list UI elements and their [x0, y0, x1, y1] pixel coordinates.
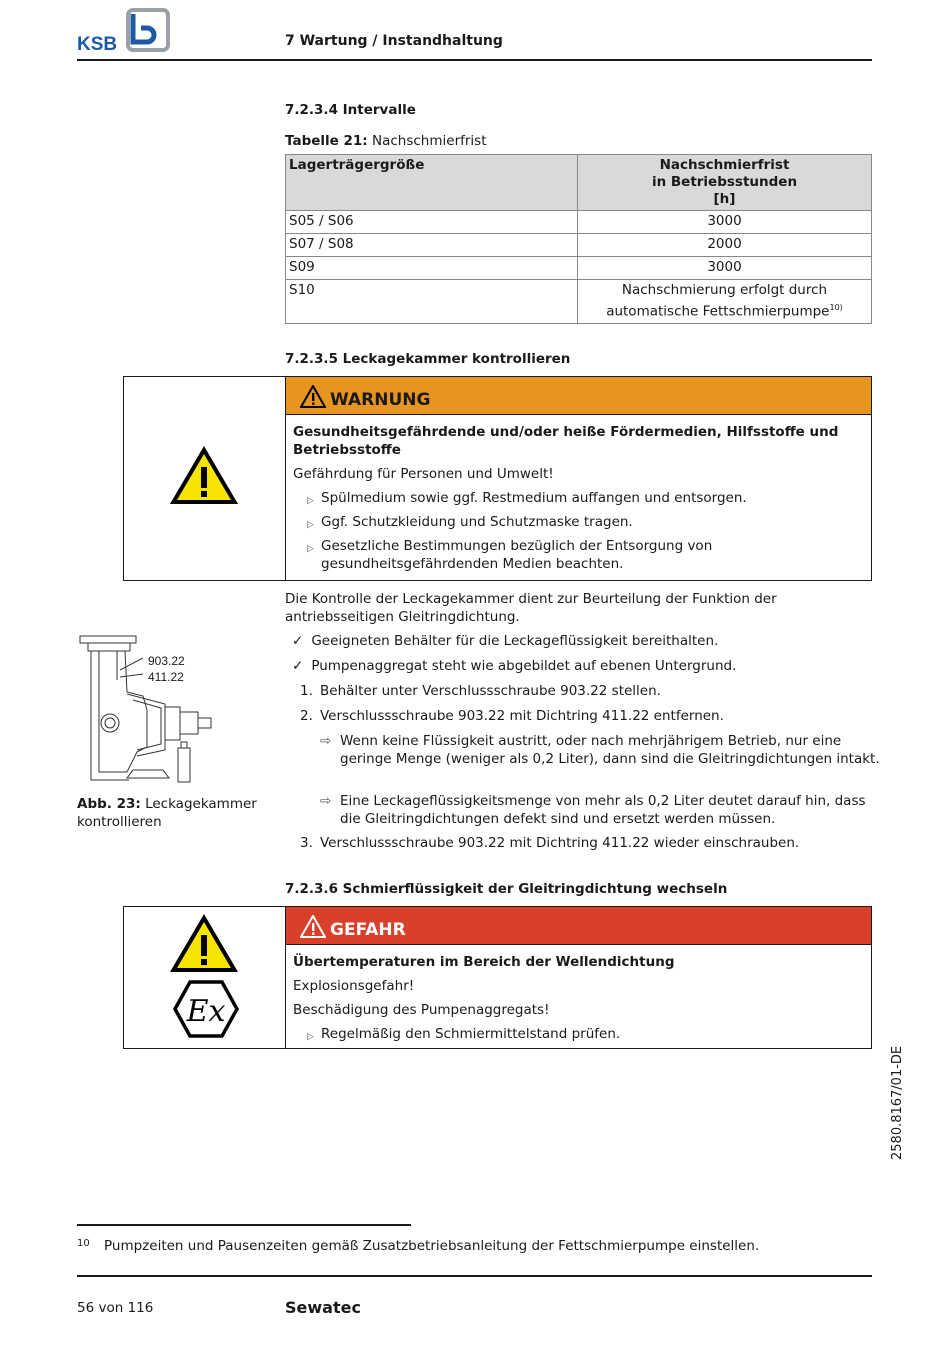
warning-action: ▷ Ggf. Schutzkleidung und Schutzmaske tragen.: [307, 514, 633, 530]
step-item: 3. Verschlussschraube 903.22 mit Dichtring 411.22 wieder einschrauben.: [300, 835, 800, 851]
ksb-logo: [77, 8, 175, 54]
result-item: ⇨ Eine Leckageflüssigkeitsmenge von mehr als 0,2 Liter deutet darauf hin, dass die Gleitringdichtungen defekt sind und ersetzt werden müssen.: [320, 793, 866, 827]
pump-drawing: [77, 632, 227, 787]
warning-signal-word: WARNUNG: [330, 390, 431, 410]
table-header-row: [286, 155, 872, 211]
danger-banner: [286, 907, 871, 945]
footnote-ref[interactable]: 10): [829, 303, 843, 312]
footer-rule: [77, 1275, 872, 1277]
result-arrow-icon: ⇨: [320, 733, 332, 749]
prerequisite-item: ✓ Geeigneten Behälter für die Leckageflüssigkeit bereithalten.: [292, 633, 719, 649]
check-icon: ✓: [292, 633, 304, 649]
warning-banner: [286, 377, 871, 415]
cell-size: S05 / S06: [286, 211, 578, 234]
step-item: 2. Verschlussschraube 903.22 mit Dichtring 411.22 entfernen.: [300, 708, 724, 724]
table-row: [286, 280, 872, 324]
figure-label-411-22: 411.22: [148, 670, 184, 684]
warning-small-icon: [300, 385, 326, 408]
warning-icon-column: [124, 377, 286, 580]
product-name: Sewatec: [285, 1298, 361, 1317]
warning-triangle-icon: [168, 443, 240, 507]
table-caption: [285, 133, 487, 149]
warning-content: [293, 423, 865, 579]
cell-value: 3000: [578, 211, 872, 234]
leakage-intro: Die Kontrolle der Leckagekammer dient zur Beurteilung der Funktion der antriebsseitigen Gleitringdichtung.: [285, 591, 777, 625]
relubrication-table: [285, 154, 872, 324]
warning-triangle-icon: [168, 911, 240, 975]
danger-action: ▷ Regelmäßig den Schmiermittelstand prüfen.: [307, 1026, 621, 1042]
table-caption-text: Nachschmierfrist: [372, 133, 487, 149]
figure-caption: Abb. 23: Leckagekammer kontrollieren: [77, 796, 257, 830]
col-header-size: Lagerträgergröße: [286, 155, 578, 211]
prerequisite-item: ✓ Pumpenaggregat steht wie abgebildet auf ebenen Untergrund.: [292, 658, 737, 674]
cell-value: 3000: [578, 257, 872, 280]
footnote-rule: [77, 1224, 411, 1226]
table-caption-label: Tabelle 21:: [285, 133, 368, 149]
page-number: 56 von 116: [77, 1300, 154, 1316]
svg-text:KSB: KSB: [77, 34, 118, 54]
danger-content: [293, 953, 865, 1049]
cell-size: S09: [286, 257, 578, 280]
cell-size: S10: [286, 280, 578, 324]
footnote-text: Pumpzeiten und Pausenzeiten gemäß Zusatzbetriebsanleitung der Fettschmierpumpe einstellen.: [104, 1238, 760, 1254]
warning-hazard: Gefährdung für Personen und Umwelt!: [293, 466, 554, 482]
step-item: 1. Behälter unter Verschlussschraube 903.22 stellen.: [300, 683, 661, 699]
pump-figure: [77, 632, 227, 787]
cell-size: S07 / S08: [286, 234, 578, 257]
table-row: [286, 211, 872, 234]
warning-title: Gesundheitsgefährdende und/oder heiße Fördermedien, Hilfsstoffe und Betriebsstoffe: [293, 424, 839, 458]
footnote-number: 10: [77, 1238, 90, 1249]
check-icon: ✓: [292, 658, 304, 674]
ex-symbol: Ex: [186, 994, 226, 1029]
chapter-title: 7 Wartung / Instandhaltung: [285, 33, 503, 49]
section-heading-lubricant: 7.2.3.6 Schmierflüssigkeit der Gleitringdichtung wechseln: [285, 881, 728, 897]
explosion-protection-icon: [173, 979, 239, 1039]
cell-value: Nachschmierung erfolgt durch automatische Fettschmierpumpe$^{10)}$: [578, 280, 872, 324]
document-number: 2580.8167/01-DE: [890, 1045, 905, 1160]
danger-small-icon: [300, 915, 326, 938]
table-row: [286, 234, 872, 257]
danger-icon-column: [124, 907, 286, 1048]
danger-title: Übertemperaturen im Bereich der Wellendichtung: [293, 954, 675, 970]
result-arrow-icon: ⇨: [320, 793, 332, 809]
danger-signal-word: GEFAHR: [330, 920, 406, 940]
figure-label-903-22: 903.22: [148, 654, 185, 668]
col-header-interval: Nachschmierfrist in Betriebsstunden [h]: [578, 155, 872, 211]
header-rule: [77, 59, 872, 61]
danger-box: [123, 906, 872, 1049]
warning-box: [123, 376, 872, 581]
danger-hazard-2: Beschädigung des Pumpenaggregats!: [293, 1002, 550, 1018]
danger-hazard-1: Explosionsgefahr!: [293, 978, 415, 994]
result-item: ⇨ Wenn keine Flüssigkeit austritt, oder nach mehrjährigem Betrieb, nur eine geringe Menge (weniger als 0,2 Liter), dann sind die Gleitringdichtungen intakt.: [320, 733, 880, 767]
warning-action: ▷ Spülmedium sowie ggf. Restmedium auffangen und entsorgen.: [307, 490, 747, 506]
table-row: [286, 257, 872, 280]
cell-value: 2000: [578, 234, 872, 257]
section-heading-leakage: 7.2.3.5 Leckagekammer kontrollieren: [285, 351, 571, 367]
section-heading-intervals: 7.2.3.4 Intervalle: [285, 102, 416, 118]
warning-action: ▷ Gesetzliche Bestimmungen bezüglich der Entsorgung von gesundheitsgefährdenden Medien beachten.: [307, 538, 713, 572]
